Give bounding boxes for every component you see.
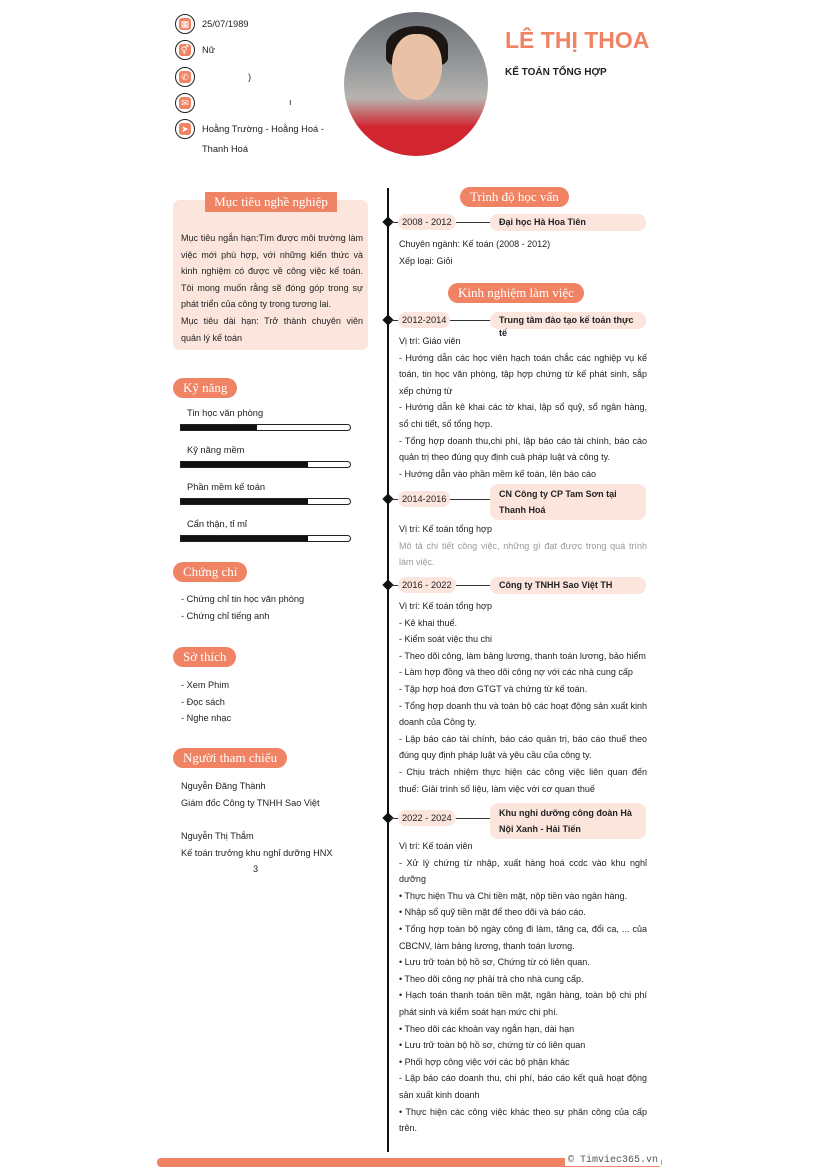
job-line: Vị trí: Kế toán tổng hợp [399, 524, 492, 534]
education-details [399, 236, 647, 269]
skill-bar-fill [181, 536, 308, 541]
job-line: - Hướng dẫn các học viên hạch toán chắc các nghiệp vụ kế toán, tin học văn phòng, tập hợp chứng từ kế phát sinh, sắp xếp chứng từ [399, 352, 647, 396]
job-line: • Hạch toán thanh toán tiền mặt, ngân hàng, toàn bộ chi phí phát sinh và kiểm soát hạn mức chi phí. [399, 990, 647, 1017]
job-line: - Hướng dẫn vào phần mềm kế toán, lên báo cáo [399, 468, 597, 479]
education-school: Đại học Hà Hoa Tiên [490, 214, 646, 231]
career-goal-heading: Mục tiêu nghề nghiệp [205, 192, 337, 212]
calendar-icon: ▦ [175, 14, 195, 34]
job-line: • Lưu trữ toàn bộ hồ sơ, Chứng từ có liên quan. [399, 957, 590, 968]
job-line: - Lập báo cáo doanh thu, chi phí, báo cáo kết quả hoạt động sản xuất kinh doanh [399, 1073, 647, 1100]
job-description [399, 333, 647, 482]
skill-label: Phần mềm kế toán [187, 482, 266, 492]
job-line: • Theo dõi các khoản vay ngắn hạn, dài hạn [399, 1023, 575, 1034]
job-line: - Kê khai thuế. [399, 617, 458, 628]
reference-name: Nguyễn Đăng Thành [181, 781, 266, 791]
job-line: - Theo dõi công, làm bảng lương, thanh toán lương, bảo hiểm [399, 650, 646, 661]
job-line: - Kiểm soát việc thu chi [399, 634, 493, 645]
job-date: 2012-2014 [398, 312, 450, 328]
job-line: Vị trí: Kế toán tổng hợp [399, 601, 492, 611]
education-line: Chuyên ngành: Kế toán (2008 - 2012) [399, 239, 551, 249]
skill-bar-fill [181, 499, 308, 504]
references-list [181, 778, 333, 878]
job-date: 2014-2016 [398, 491, 450, 507]
skill-label: Kỹ năng mềm [187, 445, 245, 455]
address-line2: Thanh Hoá [202, 144, 248, 154]
skill-bar [180, 498, 351, 505]
skill-bar [180, 461, 351, 468]
job-company: Khu nghỉ dưỡng công đoàn Hà Nội Xanh - Hải Tiến [490, 803, 646, 839]
job-placeholder: Mô tả chi tiết công việc, những gì đạt được trong quá trình làm việc. [399, 540, 647, 568]
timeline-line [387, 188, 389, 1152]
job-line: Vị trí: Kế toán viên [399, 841, 473, 851]
job-line: - Tổng hợp doanh thu,chi phí, lập báo cáo tài chính, báo cáo quản trị theo đúng quy định cuả pháp luật và công ty. [399, 435, 647, 463]
hobby-item: - Nghe nhạc [181, 713, 232, 724]
long-term-goal: Mục tiêu dài hạn: Trở thành chuyên viên quản lý kế toán [181, 315, 363, 343]
certificates-list [181, 591, 304, 624]
reference-name: Nguyễn Thị Thắm [181, 831, 254, 842]
job-line: - Hướng dẫn kê khai các tờ khai, lập sổ quỹ, sổ ngân hàng, sổ chi tiết, sổ tổng hợp. [399, 402, 647, 429]
job-line: • Nhập sổ quỹ tiền mặt để theo dõi và báo cáo. [399, 907, 586, 918]
job-line: • Theo dõi công nợ phải trả cho nhà cung cấp. [399, 973, 584, 984]
career-goal-text [181, 230, 363, 346]
job-company: CN Công ty CP Tam Sơn tại Thanh Hoá [490, 484, 646, 520]
job-line: - Tổng hợp doanh thu và toàn bộ các hoạt động sản xuất kinh doanh của Công ty. [399, 700, 647, 728]
address-line1: Hoằng Trường - Hoằng Hoá - [202, 124, 324, 134]
job-line: • Thực hiện các công việc khác theo sự phân công của cấp trên. [399, 1106, 647, 1134]
phone-icon: ✆ [175, 67, 195, 87]
phone: ) [248, 72, 252, 82]
job-company: Trung tâm đào tạo kế toán thực tế [490, 312, 646, 329]
job-line: • Lưu trữ toàn bộ hồ sơ, chứng từ có liên quan [399, 1040, 586, 1051]
skill-label: Cẩn thận, tỉ mỉ [187, 519, 247, 529]
skill-label: Tin học văn phòng [187, 408, 264, 418]
location-icon: ➤ [175, 119, 195, 139]
hobby-item: - Xem Phim [181, 680, 229, 690]
hobby-item: - Đọc sách [181, 696, 225, 707]
job-line: - Chịu trách nhiệm thực hiện các công việc liên quan đến thuế: Giải trình số liệu, làm việc với cơ quan thuế [399, 766, 647, 794]
skill-bar-fill [181, 462, 308, 467]
profile-photo [344, 12, 488, 156]
watermark: © Timviec365.vn [565, 1155, 661, 1166]
certificate-item: - Chứng chỉ tin học văn phòng [181, 594, 305, 604]
reference-role: Giám đốc Công ty TNHH Sao Việt [181, 797, 320, 808]
job-line: - Xử lý chứng từ nhập, xuất hàng hoá ccdc vào khu nghỉ dưỡng [399, 857, 647, 885]
hobbies-heading: Sở thích [173, 647, 236, 667]
job-date: 2022 - 2024 [398, 810, 456, 826]
job-line: • Thực hiện Thu và Chi tiền mặt, nộp tiền vào ngân hàng. [399, 890, 627, 901]
job-company: Công ty TNHH Sao Việt TH [490, 577, 646, 594]
candidate-name: LÊ THỊ THOA [505, 27, 650, 53]
email-icon: ✉ [175, 93, 195, 113]
education-heading: Trình độ học vấn [460, 187, 569, 207]
references-heading: Người tham chiếu [173, 748, 287, 768]
reference-contact: 3 [253, 864, 259, 875]
job-line: - Làm hợp đồng và theo dõi công nợ với các nhà cung cấp [399, 667, 633, 678]
gender-icon: ⚥ [175, 40, 195, 60]
job-line: Vị trí: Giáo viên [399, 336, 461, 346]
job-line: • Phối hợp công việc với các bộ phận khác [399, 1056, 570, 1067]
hobbies-list [181, 677, 231, 727]
job-line: • Tổng hợp toàn bộ ngày công đi làm, tăng ca, đổi ca, ... của CBCNV, làm bảng lương, thanh toán lương. [399, 923, 647, 951]
job-date: 2016 - 2022 [398, 577, 456, 593]
skill-bar [180, 535, 351, 542]
job-line: - Lập báo cáo tài chính, báo cáo quản trị, báo cáo thuế theo đúng quy định pháp luật và yêu cầu của công ty. [399, 733, 647, 761]
skill-bar [180, 424, 351, 431]
job-line: - Tập hợp hoá đơn GTGT và chứng từ kế toán. [399, 683, 588, 694]
job-description [399, 521, 647, 571]
job-title: KẾ TOÁN TỔNG HỢP [505, 67, 607, 78]
email: ı [289, 97, 292, 107]
gender: Nữ [202, 45, 215, 55]
dob: 25/07/1989 [202, 19, 249, 29]
skills-heading: Kỹ năng [173, 378, 237, 398]
certificates-heading: Chứng chỉ [173, 562, 247, 582]
job-description [399, 598, 647, 797]
certificate-item: - Chứng chỉ tiếng anh [181, 610, 270, 621]
job-description [399, 838, 647, 1137]
skill-bar-fill [181, 425, 257, 430]
short-term-goal: Mục tiêu ngắn hạn:Tìm được môi trường làm việc mới phù hợp, với những kiến thức và kinh nghiệm có được về công việc kế toán. Tôi mong muốn rằng sẽ đóng góp trong sự phát triển của công ty trong tương lai. [181, 233, 363, 310]
education-date: 2008 - 2012 [398, 214, 456, 230]
education-line: Xếp loại: Giỏi [399, 255, 453, 266]
reference-role: Kế toán trưởng khu nghỉ dưỡng HNX [181, 847, 333, 858]
experience-heading: Kinh nghiệm làm việc [448, 283, 584, 303]
